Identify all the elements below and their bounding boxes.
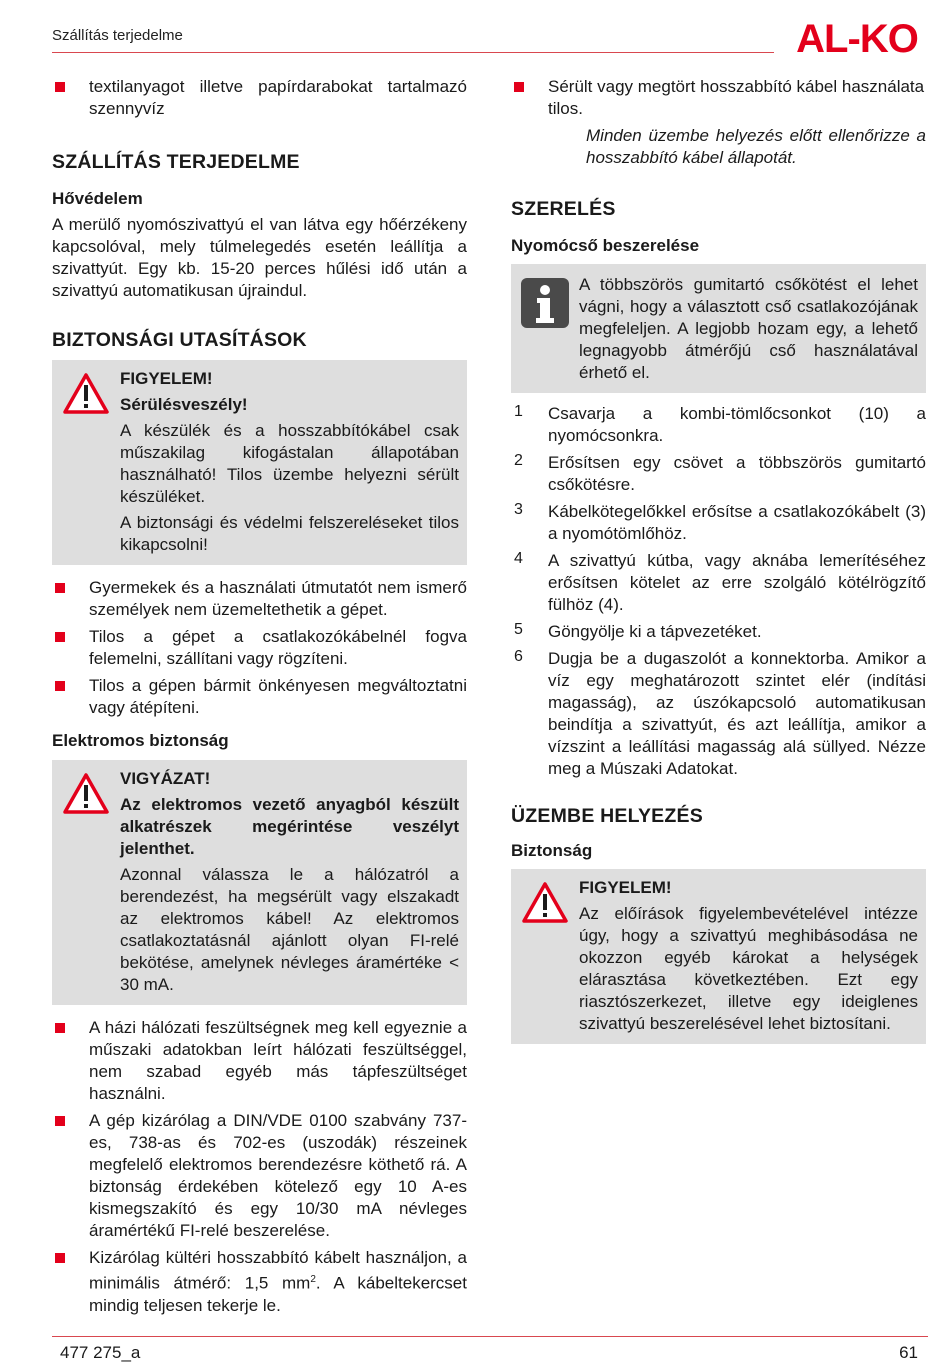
right-column [511,76,926,1044]
svg-text:AL-KO: AL-KO [796,18,918,58]
bullet-square-icon [55,1023,65,1033]
step-number: 1 [514,403,523,420]
step-number: 6 [514,648,523,665]
bullet-text-part: Kizárólag kültéri hosszabbító kábelt használjon, a minimális átmérő: 1,5 mm [89,1248,467,1293]
document-number: 477 275_a [60,1343,141,1362]
bullet-square-icon [55,632,65,642]
warning-box-injury [52,360,467,565]
bullet-text: Sérült vagy megtört hosszabbító kábel használata tilos. [548,77,925,118]
note-text: Minden üzembe helyezés előtt ellenőrizze a hosszabbító kábel állapotát. [586,126,926,167]
list-item [511,501,926,545]
running-header: Szállítás terjedelme [52,27,183,44]
step-text: A szivattyú kútba, vagy aknába lemerítéséhez erősítsen kötelet az erre szolgáló kötélrögzítő fülhöz (4). [548,551,926,614]
superscript: 2 [310,1274,316,1285]
subheading-electrical: Elektromos biztonság [52,731,229,750]
subheading-thermal: Hővédelem [52,189,143,208]
section-heading-scope: SZÁLLÍTÁS TERJEDELME [52,151,300,173]
list-item [52,675,467,719]
thermal-text: A merülő nyomószivattyú el van látva egy hőérzékeny kapcsolóval, mely túlmelegedés esetén leállítja a szivattyút. Egy kb. 15-20 perces hűlési idő után a szivattyú automatikusan újraindul. [52,215,467,300]
warning-text: A biztonsági és védelmi felszereléseket tilos kikapcsolni! [120,513,459,554]
electrical-bullet-list [52,1017,467,1317]
bullet-text: A gép kizárólag a DIN/VDE 0100 szabvány 737-es, 738-as és 702-es (uszodák) részeinek megfelelő elektromos berendezésre köthető rá. A biztonság érdekében kötelező egy 10 A-es kismegszakító és egy 10/30 mA névleges áramértékű FI-relé beszerelése. [89,1111,467,1240]
left-column [52,76,467,1322]
bullet-square-icon [55,82,65,92]
warning-subtitle: Az elektromos vezető anyagból készült alkatrészek megérintése veszélyt jelenthet. [120,795,459,858]
bullet-square-icon [55,583,65,593]
step-number: 2 [514,452,523,469]
bullet-square-icon [514,82,524,92]
list-item [511,550,926,616]
list-item [52,1017,467,1105]
list-item [52,1247,467,1317]
top-bullet-list [52,76,467,120]
step-text: Erősítsen egy csövet a többszörös gumitartó csőkötésre. [548,453,926,494]
warning-box-startup [511,869,926,1044]
header-divider [52,52,774,53]
step-number: 3 [514,501,523,518]
list-item [52,577,467,621]
info-box [511,264,926,393]
subheading-safety: Biztonság [511,841,593,860]
info-text: A többszörös gumitartó csőkötést el lehet vágni, hogy a választott cső csatlakozójának megfeleljen. A legjobb hozam egy, a lehető legnagyobb átmérőjú cső használatával érhető el. [579,275,918,382]
footer-divider [52,1336,928,1337]
warning-text: Az előírások figyelembevételével intézze úgy, hogy a szivattyú meghibásodása ne okozzon egyéb károkat a helységek elárasztása következtében. Ezt egy riasztószerkezet, illetve egy ideiglenes szivattyú beszerelésével lehet biztosítani. [579,904,918,1033]
bullet-square-icon [55,1116,65,1126]
bullet-square-icon [55,681,65,691]
list-item [52,1110,467,1242]
safety-bullet-list [52,577,467,719]
info-icon [521,278,569,328]
list-item [52,626,467,670]
bullet-text: A házi hálózati feszültségnek meg kell egyeznie a műszaki adatokban leírt hálózati feszültséggel, nem szabad egyéb más tápfeszültséget használni. [89,1018,467,1103]
warning-title: FIGYELEM! [579,878,672,897]
warning-title: FIGYELEM! [120,369,213,388]
bullet-text: Tilos a gépen bármit önkényesen megváltoztatni vagy átépíteni. [89,676,467,717]
step-number: 5 [514,621,523,638]
subheading-hose: Nyomócső beszerelése [511,236,700,255]
bullet-text [89,1247,467,1317]
section-heading-assembly: SZERELÉS [511,198,616,220]
warning-text: Azonnal válassza le a hálózatról a berendezést, ha megsérült vagy elszakadt az elektromos kábel! Az elektromos csatlakoztatásnál ajánlott olyan FI-relé bekötése, amelynek névleges áramértéke < 30 mA. [120,865,459,994]
step-text: Dugja be a dugaszolót a konnektorba. Amikor a víz egy meghatározott szintet elér (indítási magasság), az úszókapcsoló automatikusan beindítja a szivattyút, és azt leállítja, amikor a vízszint a leállítási magasság alá süllyed. Nézze meg a Múszaki Adatokat. [548,649,926,778]
list-item [511,76,926,120]
warning-triangle-icon [521,881,569,924]
step-text: Kábelkötegelőkkel erősítse a csatlakozókábelt (3) a nyomótömlőhöz. [548,502,926,543]
list-item [511,403,926,447]
section-heading-safety: BIZTONSÁGI UTASÍTÁSOK [52,329,307,351]
list-item [511,648,926,780]
bullet-square-icon [55,1253,65,1263]
section-heading-startup: ÜZEMBE HELYEZÉS [511,805,703,827]
bullet-text: textilanyagot illetve papírdarabokat tartalmazó szennyvíz [89,77,467,118]
step-text: Csavarja a kombi-tömlőcsonkot (10) a nyomócsonkra. [548,404,926,445]
alko-logo [786,18,928,58]
warning-triangle-icon [62,772,110,815]
bullet-text: Gyermekek és a használati útmutatót nem ismerő személyek nem üzemeltethetik a gépet. [89,578,467,619]
step-text: Göngyölje ki a tápvezetéket. [548,622,762,641]
page-number: 61 [899,1343,918,1362]
bullet-text-part: . A kábeltekercset mindig teljesen tekerje le. [89,1273,467,1315]
warning-title: VIGYÁZAT! [120,769,211,788]
list-item [52,76,467,120]
list-item [511,452,926,496]
assembly-steps [511,403,926,780]
step-number: 4 [514,550,523,567]
warning-triangle-icon [62,372,110,415]
list-item [511,621,926,643]
warning-text: A készülék és a hosszabbítókábel csak műszakilag kifogástalan állapotában használható! Tilos üzembe helyezni sérült készüléket. [120,421,459,506]
warning-box-electrical [52,760,467,1005]
bullet-text: Tilos a gépet a csatlakozókábelnél fogva felemelni, szállítani vagy rögzíteni. [89,627,467,668]
top-bullet-list [511,76,926,120]
warning-subtitle: Sérülésveszély! [120,395,248,414]
